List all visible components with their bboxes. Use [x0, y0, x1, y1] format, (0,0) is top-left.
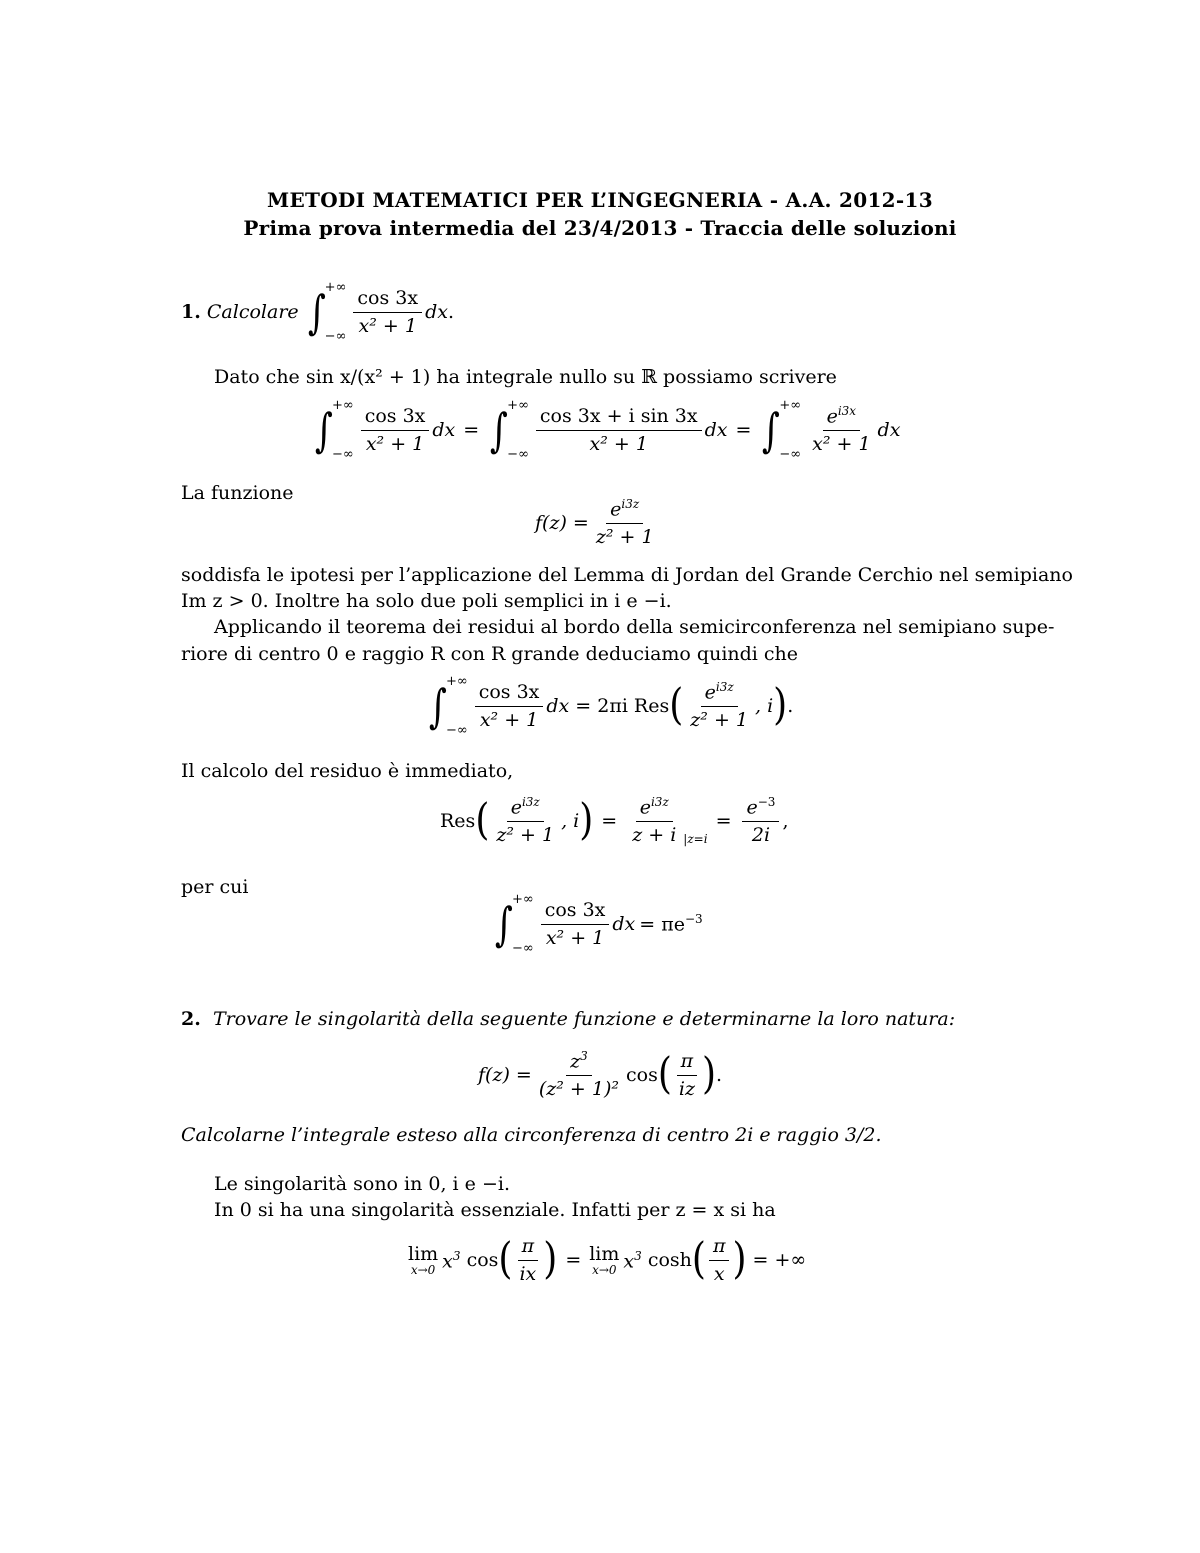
problem-1-number: 1.	[181, 301, 201, 323]
equation-residue-theorem: ∫ +∞ −∞ $\frac{\cos 3x}{\text{x² + 1}}$ dx = 2πi Res ( $\frac{e^{i3z}}{\text{z² + 1}}$ , i ) .	[428, 674, 794, 738]
residue-theorem-line-1: Applicando il teorema dei residui al bordo della semicirconferenza nel semipiano supe-	[214, 616, 1055, 638]
equation-integral-identity: ∫ +∞ −∞ $\frac{\cos 3x}{\text{x² + 1}}$ dx = ∫ +∞ −∞ $\frac{\text{cos 3x + i sin 3x}}{\text{x² + 1}}$ dx = ∫ +∞ −∞ $\frac{e^{i3x}}{\text{x² + 1}}$ dx	[314, 398, 901, 462]
problem-1-prompt: Calcolare	[206, 301, 299, 323]
equation-residue-calc: Res ( $\frac{e^{i3z}}{\text{z² + 1}}$ , i ) = $\frac{e^{i3z}}{z + i}$ |z=i = $\frac{e^{-3}}{2i}$ ,	[440, 795, 789, 847]
problem-2-prompt: Trovare le singolarità della seguente funzione e determinarne la loro natura:	[212, 1008, 956, 1030]
integrand-fraction: $\frac{\cos 3x}{\text{x² + 1}}$	[353, 288, 422, 337]
residue-theorem-line-2: riore di centro 0 e raggio R con R grande deduciamo quindi che	[181, 643, 799, 665]
document-title: METODI MATEMATICI PER L’INGEGNERIA - A.A. 2012-13	[267, 188, 933, 212]
conclusion-label: per cui	[181, 876, 249, 898]
hypothesis-line-2: Im z > 0. Inoltre ha solo due poli semplici in i e −i.	[181, 590, 672, 612]
function-label: La funzione	[181, 482, 294, 504]
essential-singularity-line: In 0 si ha una singolarità essenziale. Infatti per z = x si ha	[214, 1199, 776, 1221]
integral-sign: ∫ +∞ −∞	[307, 280, 347, 344]
problem-2-statement	[181, 1008, 955, 1030]
residue-calc-label: Il calcolo del residuo è immediato,	[181, 760, 514, 782]
hypothesis-line-1: soddisfa le ipotesi per l’applicazione del Lemma di Jordan del Grande Cerchio nel semipiano	[181, 564, 1073, 586]
problem-2-integral-prompt: Calcolarne l’integrale esteso alla circonferenza di centro 2i e raggio 3/2.	[181, 1124, 882, 1146]
equation-f2-definition: f(z) = $\frac{z^3}{\text{(z² + 1)²}}$ cos ( $\frac{\pi}{iz}$ ) .	[478, 1049, 723, 1101]
problem-2-number: 2.	[181, 1008, 201, 1030]
singularities-line: Le singolarità sono in 0, i e −i.	[214, 1173, 510, 1195]
document-subtitle: Prima prova intermedia del 23/4/2013 - Traccia delle soluzioni	[243, 216, 957, 240]
problem-1-intro: Dato che sin x/(x² + 1) ha integrale nullo su ℝ possiamo scrivere	[214, 366, 837, 388]
equation-f-definition: f(z) = $\frac{e^{i3z}}{\text{z² + 1}}$	[535, 497, 654, 549]
equation-final-result: ∫ +∞ −∞ $\frac{\cos 3x}{\text{x² + 1}}$ dx = $\pi e^{-3}$	[494, 892, 703, 956]
problem-1-statement: 1. Calcolare ∫ +∞ −∞ $\frac{\cos 3x}{\text{x² + 1}}$ dx .	[181, 280, 455, 344]
equation-limit: lim x→0 $x^3$ cos ( $\frac{\pi}{ix}$ ) = lim x→0 $x^3$ cosh ( $\frac{\pi}{x}$ ) = +∞	[408, 1235, 807, 1285]
